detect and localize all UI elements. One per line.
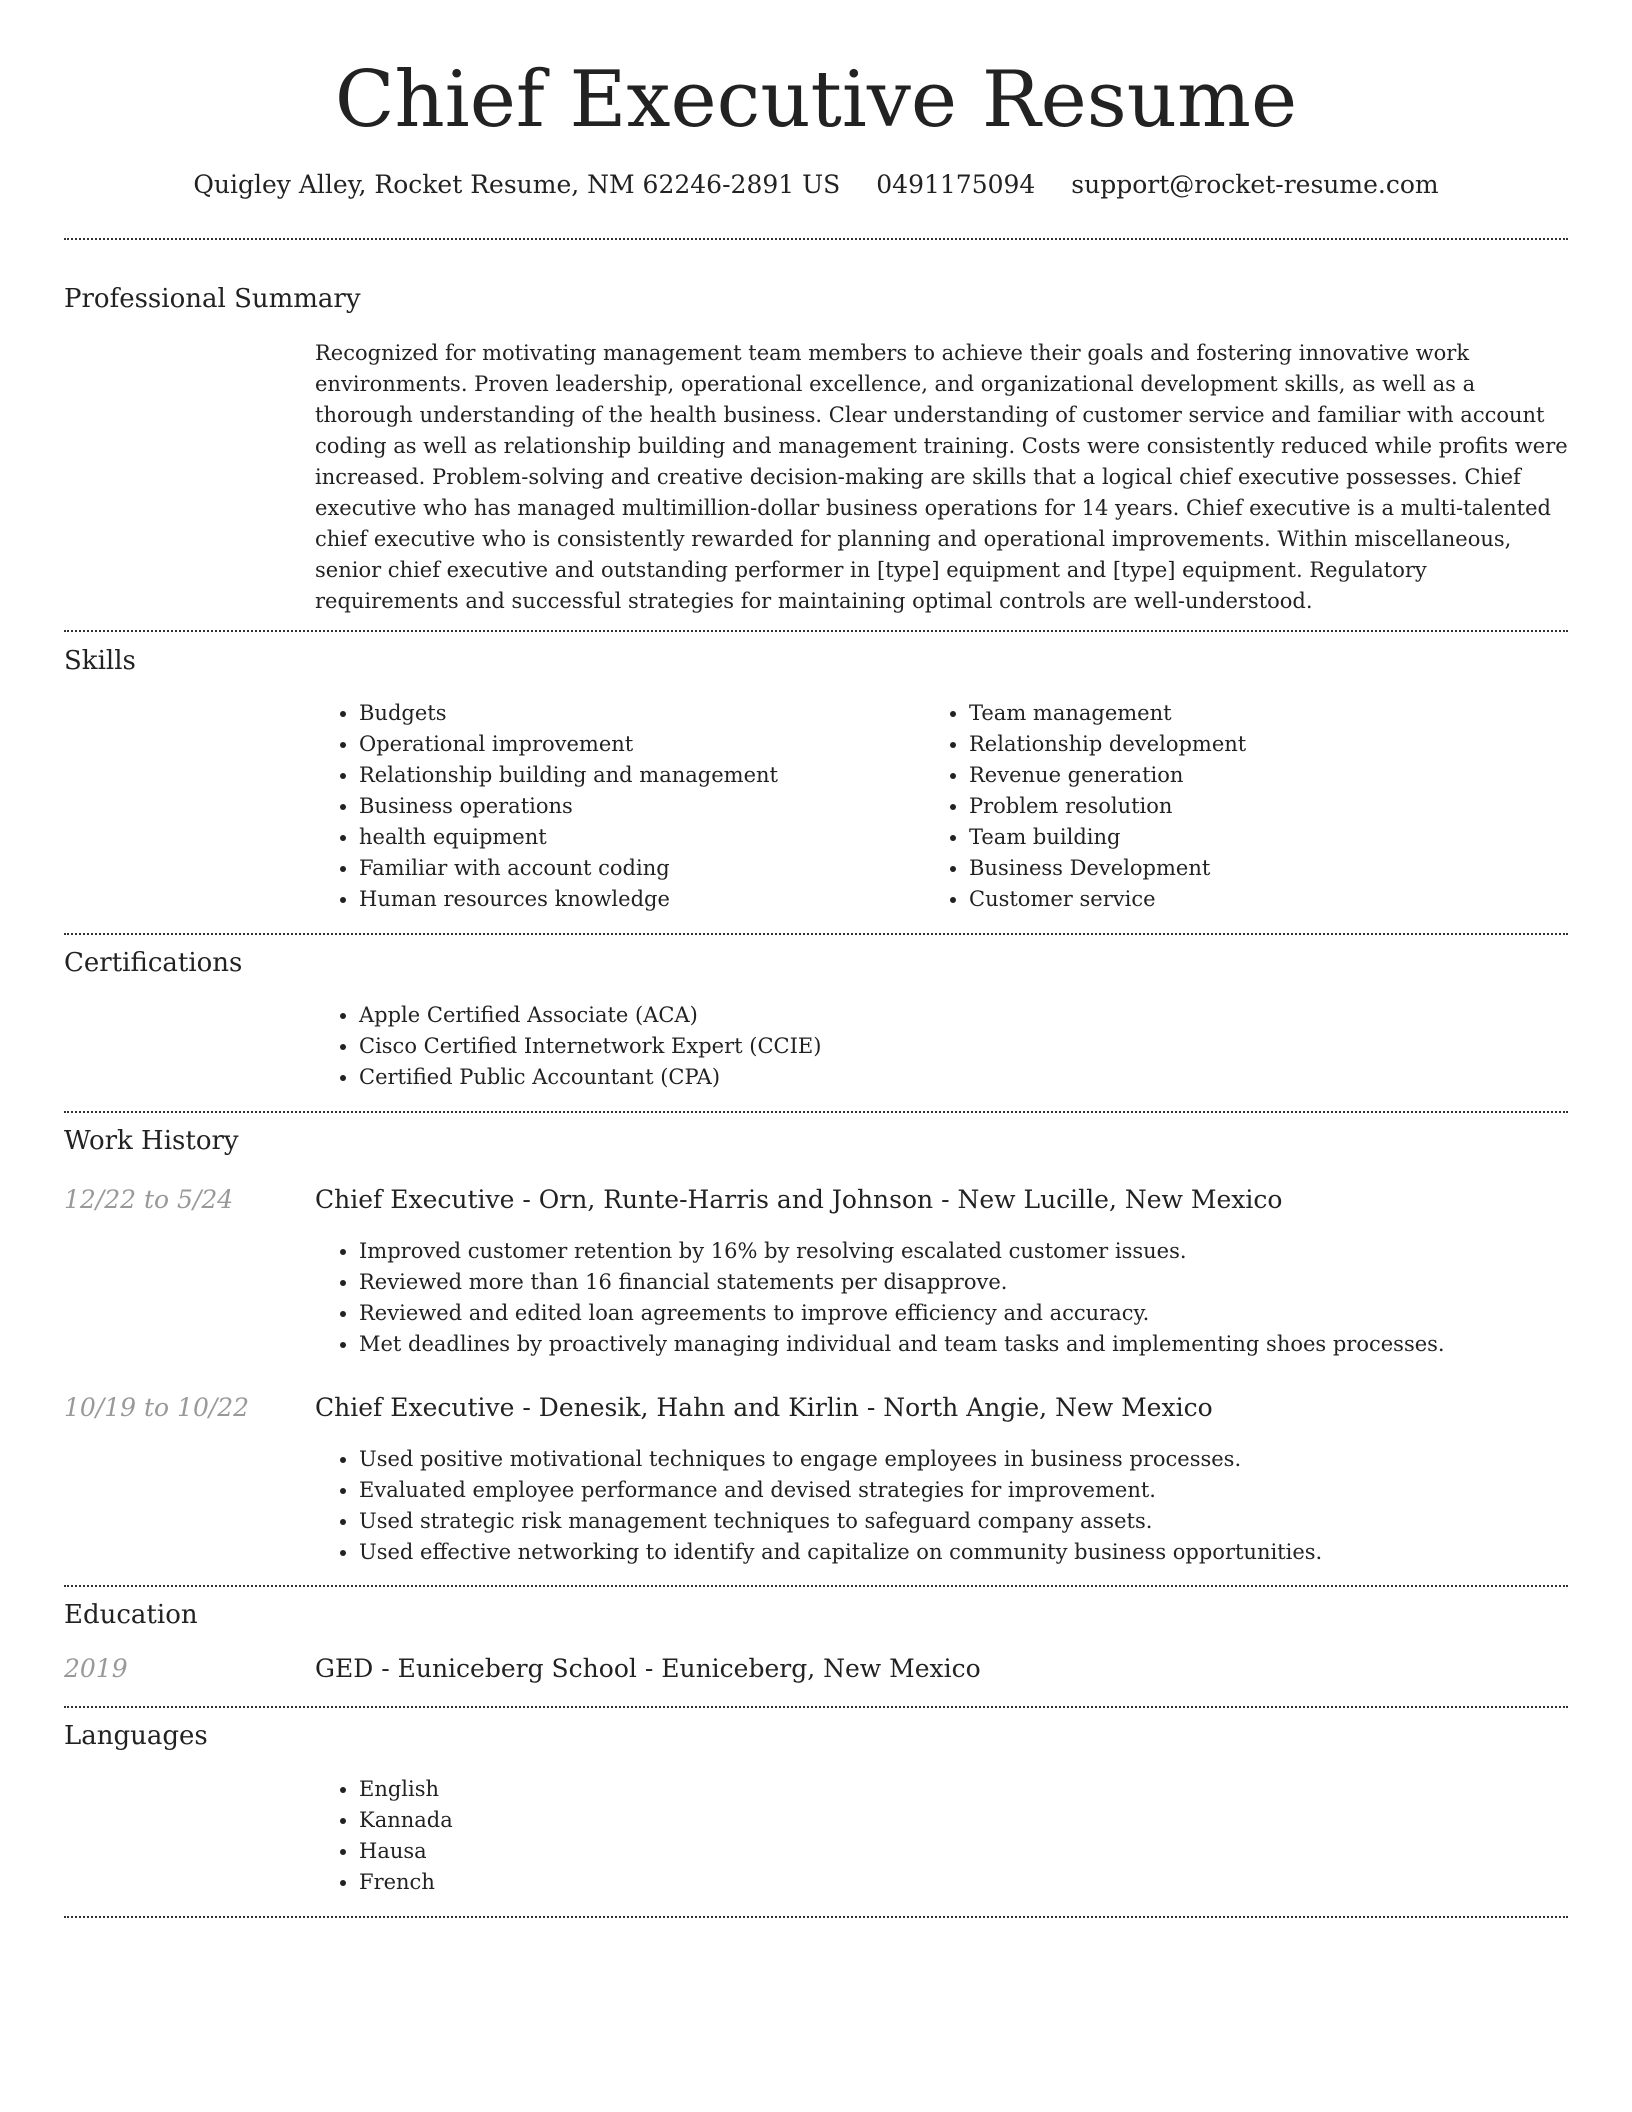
education-degree: GED - Euniceberg School - Euniceberg, New Mexico: [315, 1654, 981, 1683]
skill-item: • Customer service: [969, 884, 1246, 915]
certification-item: • Certified Public Accountant (CPA): [359, 1062, 821, 1093]
job-heading: [315, 1391, 1213, 1425]
job-bullet: • Reviewed more than 16 financial statements per disapprove.: [359, 1267, 1445, 1298]
contact-line: [0, 168, 1632, 202]
job-dates: 12/22 to 5/24: [64, 1185, 234, 1214]
skill-item: • Budgets: [359, 698, 778, 729]
job-bullet: • Reviewed and edited loan agreements to improve efficiency and accuracy.: [359, 1298, 1445, 1329]
skill-item: • Human resources knowledge: [359, 884, 778, 915]
job-bullets: [315, 1444, 1322, 1568]
certifications-heading: Certifications: [64, 948, 243, 978]
job-title: Chief Executive: [315, 1393, 515, 1422]
job-bullet: • Used strategic risk management techniques to safeguard company assets.: [359, 1506, 1322, 1537]
work-heading: Work History: [64, 1126, 239, 1156]
contact-address: Quigley Alley, Rocket Resume, NM 62246-2891 US: [193, 170, 841, 199]
skill-item: • Business Development: [969, 853, 1246, 884]
language-item: • Kannada: [359, 1805, 453, 1836]
job-heading: [315, 1183, 1282, 1217]
job-bullet: • Improved customer retention by 16% by resolving escalated customer issues.: [359, 1236, 1445, 1267]
job-title: Chief Executive: [315, 1185, 515, 1214]
certification-item: • Apple Certified Associate (ACA): [359, 1000, 821, 1031]
section-divider: [64, 933, 1568, 935]
skill-item: • Team management: [969, 698, 1246, 729]
section-divider: [64, 1706, 1568, 1708]
language-item: • Hausa: [359, 1836, 453, 1867]
job-details: - Orn, Runte-Harris and Johnson - New Lucille, New Mexico: [514, 1185, 1283, 1214]
contact-email: support@rocket-resume.com: [1071, 170, 1439, 199]
languages-list: [315, 1774, 453, 1898]
job-bullet: • Used positive motivational techniques to engage employees in business processes.: [359, 1444, 1322, 1475]
skill-item: • Revenue generation: [969, 760, 1246, 791]
skill-item: • Problem resolution: [969, 791, 1246, 822]
education-year: 2019: [64, 1654, 128, 1683]
languages-heading: Languages: [64, 1721, 208, 1751]
skills-list-left: [315, 698, 778, 915]
skill-item: • Business operations: [359, 791, 778, 822]
certification-item: • Cisco Certified Internetwork Expert (CCIE): [359, 1031, 821, 1062]
section-divider: [64, 238, 1568, 240]
skill-item: • Relationship building and management: [359, 760, 778, 791]
skill-item: • Team building: [969, 822, 1246, 853]
summary-text: Recognized for motivating management team members to achieve their goals and fostering innovative work environments. Proven leadership, operational excellence, and organizational development skills, as well as a thorough understanding of the health business. Clear understanding of customer service and familiar with account coding as well as relationship building and management training. Costs were consistently reduced while profits were increased. Problem-solving and creative decision-making are skills that a logical chief executive possesses. Chief executive who has managed multimillion-dollar business operations for 14 years. Chief executive is a multi-talented chief executive who is consistently rewarded for planning and operational improvements. Within miscellaneous, senior chief executive and outstanding performer in [type] equipment and [type] equipment. Regulatory requirements and successful strategies for maintaining optimal controls are well-understood.: [315, 341, 1568, 613]
job-dates: 10/19 to 10/22: [64, 1393, 250, 1422]
language-item: • French: [359, 1867, 453, 1898]
job-bullet: • Evaluated employee performance and devised strategies for improvement.: [359, 1475, 1322, 1506]
job-details: - Denesik, Hahn and Kirlin - North Angie, New Mexico: [514, 1393, 1213, 1422]
job-bullet: • Used effective networking to identify and capitalize on community business opportunities.: [359, 1537, 1322, 1568]
section-divider: [64, 1111, 1568, 1113]
job-bullets: [315, 1236, 1445, 1360]
section-divider: [64, 1916, 1568, 1918]
skills-list-right: [925, 698, 1246, 915]
contact-phone: 0491175094: [876, 170, 1036, 199]
skill-item: • Familiar with account coding: [359, 853, 778, 884]
skills-heading: Skills: [64, 646, 136, 676]
education-heading: Education: [64, 1600, 198, 1630]
resume-title: Chief Executive Resume: [334, 55, 1298, 145]
skill-item: • Operational improvement: [359, 729, 778, 760]
summary-heading: Professional Summary: [64, 284, 361, 314]
language-item: • English: [359, 1774, 453, 1805]
certifications-list: [315, 1000, 821, 1093]
section-divider: [64, 1585, 1568, 1587]
job-bullet: • Met deadlines by proactively managing individual and team tasks and implementing shoes processes.: [359, 1329, 1445, 1360]
skill-item: • Relationship development: [969, 729, 1246, 760]
section-divider: [64, 630, 1568, 632]
skill-item: • health equipment: [359, 822, 778, 853]
